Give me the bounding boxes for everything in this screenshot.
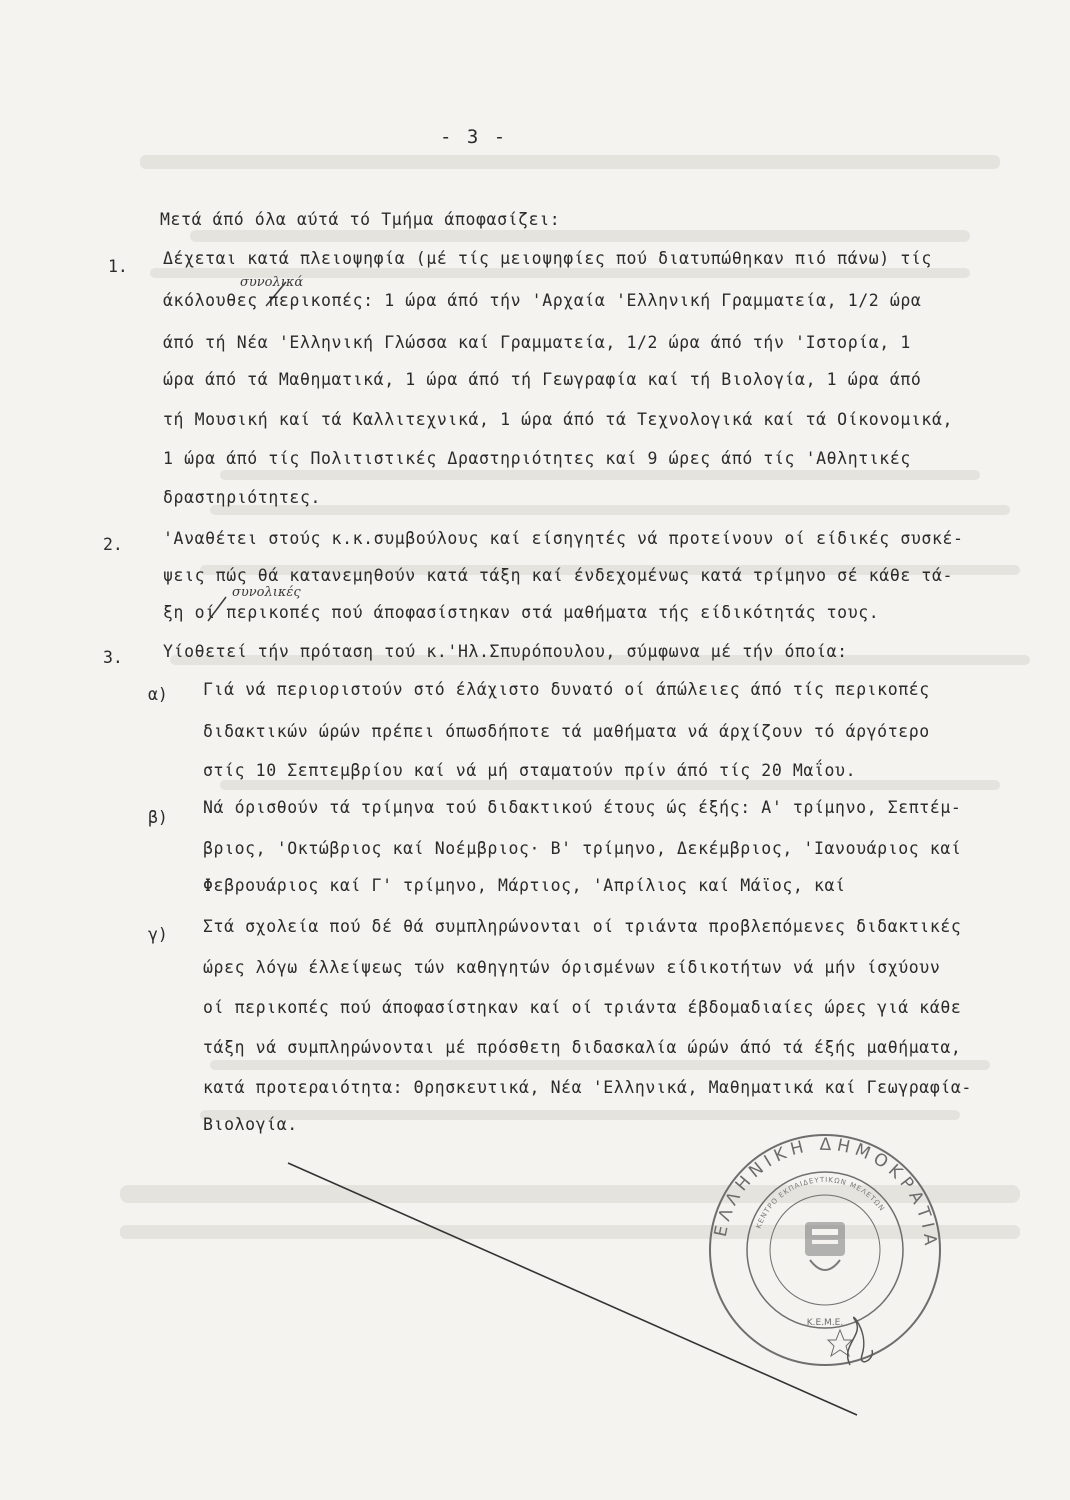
subitem-a-line-3: στίς 10 Σεπτεμβρίου καί νά μή σταματούν πρίν άπό τίς 20 Μαΐου. [203,761,857,780]
item-number: 1. [108,257,128,276]
svg-text:ΚΕΝΤΡΟ ΕΚΠΑΙΔΕΥΤΙΚΩΝ ΜΕΛΕΤΩΝ: ΚΕΝΤΡΟ ΕΚΠΑΙΔΕΥΤΙΚΩΝ ΜΕΛΕΤΩΝ [754,1175,887,1230]
item-1-line-7: δραστηριότητες. [163,488,322,507]
svg-text:Κ.Ε.Μ.Ε.: Κ.Ε.Μ.Ε. [806,1318,844,1328]
item-2-line-1: 'Αναθέτει στούς κ.κ.συμβούλους καί είσηγητές νά προτείνουν οί είδικές συσκέ- [163,529,964,548]
item-3-line-1: Υίοθετεί τήν πρόταση τού κ.'Ηλ.Σπυρόπουλου, σύμφωνα μέ τήν όποία: [163,642,848,661]
subitem-letter: α) [148,685,168,704]
subitem-a-line-1: Γιά νά περιοριστούν στό έλάχιστο δυνατό οί άπώλειες άπό τίς περικοπές [203,680,930,699]
intro-text: Μετά άπό όλα αύτά τό Τμήμα άποφασίζει: [160,210,561,229]
page-number: - 3 - [440,126,508,148]
subitem-letter: γ) [148,925,168,944]
subitem-letter: β) [148,808,168,827]
item-1-line-1: Δέχεται κατά πλειοψηφία (μέ τίς μειοψηφίες πού διατυπώθηκαν πιό πάνω) τίς [163,249,932,268]
item-1-line-3: άπό τή Νέα 'Ελληνική Γλώσσα καί Γραμματεία, 1/2 ώρα άπό τήν 'Ιστορία, 1 [163,333,911,352]
handwritten-insert: συνολικά [240,275,304,290]
handwritten-insert: συνολικές [232,585,301,600]
subitem-b-line-3: Φεβρουάριος καί Γ' τρίμηνο, Μάρτιος, 'Απρίλιος καί Μάϊος, καί [203,876,846,895]
item-number: 3. [103,648,123,667]
subitem-b-line-1: Νά όρισθούν τά τρίμηνα τού διδακτικού έτους ώς έξής: Α' τρίμηνο, Σεπτέμ- [203,798,962,817]
item-1-line-2: άκόλουθες περικοπές: 1 ώρα άπό τήν 'Αρχαία 'Ελληνική Γραμματεία, 1/2 ώρα [163,291,922,310]
item-2-line-2: ψεις πώς θά κατανεμηθούν κατά τάξη καί ένδεχομένως κατά τρίμηνο σέ κάθε τά- [163,566,954,585]
item-number: 2. [103,535,123,554]
subitem-c-line-6: Βιολογία. [203,1115,298,1134]
item-1-line-4: ώρα άπό τά Μαθηματικά, 1 ώρα άπό τή Γεωγραφία καί τή Βιολογία, 1 ώρα άπό [163,370,922,389]
svg-text:ΕΛΛΗΝΙΚΗ ΔΗΜΟΚΡΑΤΙΑ: ΕΛΛΗΝΙΚΗ ΔΗΜΟΚΡΑΤΙΑ [710,1134,941,1251]
item-1-line-5: τή Μουσική καί τά Καλλιτεχνικά, 1 ώρα άπό τά Τεχνολογικά καί τά Οίκονομικά, [163,410,954,429]
subitem-c-line-5: κατά προτεραιότητα: Θρησκευτικά, Νέα 'Ελληνικά, Μαθηματικά καί Γεωγραφία- [203,1078,972,1097]
item-1-line-6: 1 ώρα άπό τίς Πολιτιστικές Δραστηριότητες καί 9 ώρες άπό τίς 'Αθλητικές [163,449,911,468]
subitem-b-line-2: βριος, 'Οκτώβριος καί Νοέμβριος· Β' τρίμηνο, Δεκέμβριος, 'Ιανουάριος καί [203,839,962,858]
subitem-c-line-3: οί περικοπές πού άποφασίστηκαν καί οί τριάντα έβδομαδιαίες ώρες γιά κάθε [203,998,962,1017]
subitem-a-line-2: διδακτικών ώρών πρέπει όπωσδήποτε τά μαθήματα νά άρχίζουν τό άργότερο [203,722,930,741]
subitem-c-line-4: τάξη νά συμπληρώνονται μέ πρόσθετη διδασκαλία ώρών άπό τά έξής μαθήματα, [203,1038,962,1057]
subitem-c-line-1: Στά σχολεία πού δέ θά συμπληρώνονται οί τριάντα προβλεπόμενες διδακτικές [203,917,962,936]
official-seal-stamp [700,1130,950,1370]
subitem-c-line-2: ώρες λόγω έλλείψεως τών καθηγητών όρισμένων είδικοτήτων νά μήν ίσχύουν [203,958,941,977]
item-2-line-3: ξη οί περικοπές πού άποφασίστηκαν στά μαθήματα τής είδικότητάς τους. [163,603,880,622]
